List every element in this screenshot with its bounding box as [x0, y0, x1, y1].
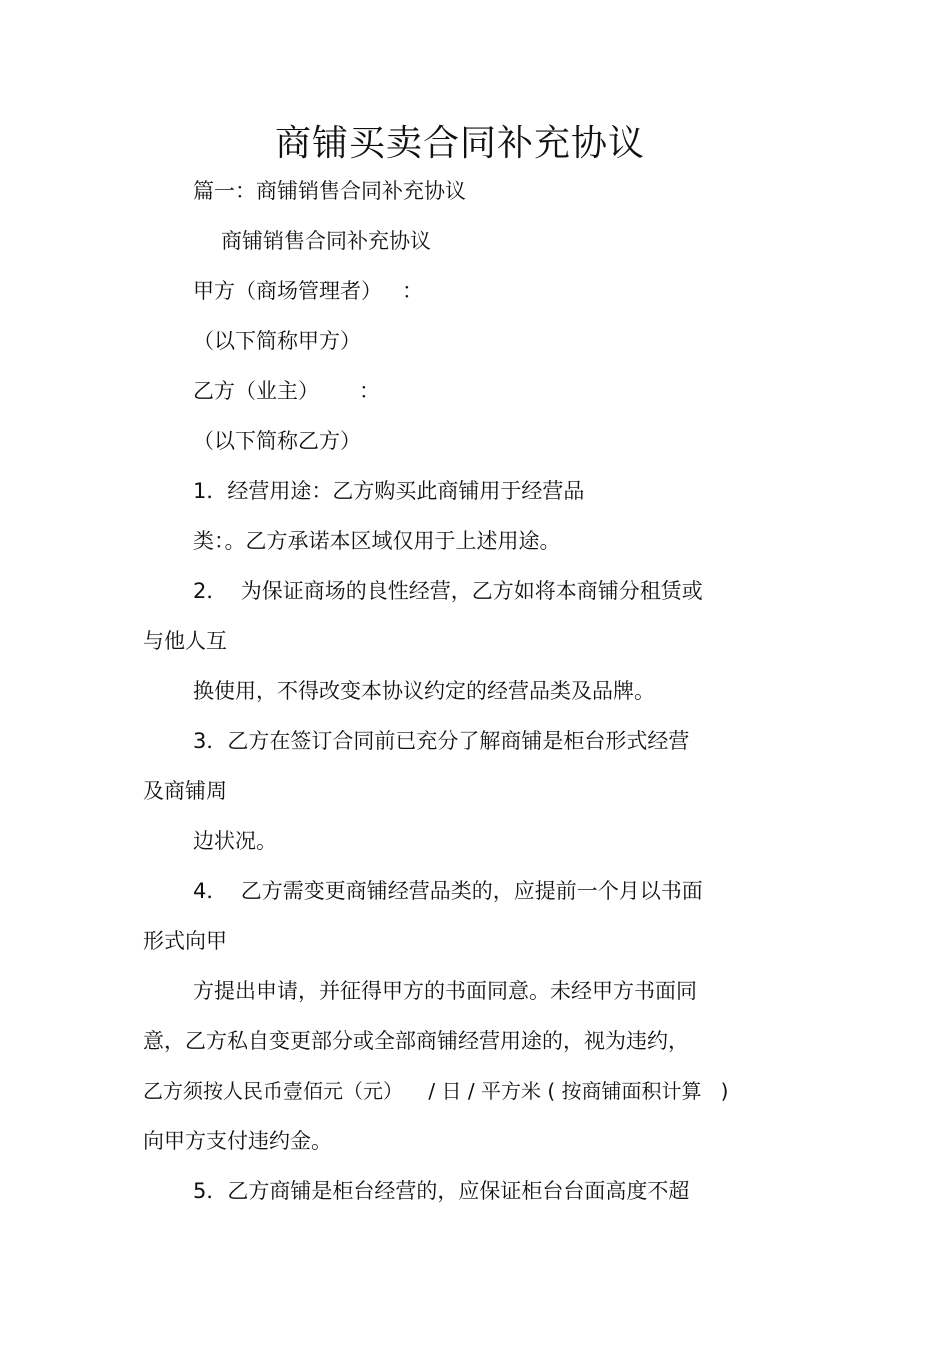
text-line: （以下简称乙方）	[193, 429, 361, 453]
text-line: 篇一：商铺销售合同补充协议	[193, 179, 466, 203]
text-line: 5．乙方商铺是柜台经营的，应保证柜台台面高度不超	[193, 1179, 690, 1203]
text-line: 3．乙方在签订合同前已充分了解商铺是柜台形式经营	[193, 729, 690, 753]
text-line: 边状况。	[193, 829, 277, 853]
text-line: 换使用，不得改变本协议约定的经营品类及品牌。	[193, 679, 655, 703]
text-line: 与他人互	[143, 629, 227, 653]
text-line: 形式向甲	[143, 929, 227, 953]
text-line: 意，乙方私自变更部分或全部商铺经营用途的，视为违约，	[143, 1029, 689, 1053]
text-line: 乙方（业主） ：	[193, 379, 381, 403]
text-line: 向甲方支付违约金。	[143, 1129, 332, 1153]
text-line: 方提出申请，并征得甲方的书面同意。未经甲方书面同	[193, 979, 697, 1003]
text-line: 类：。乙方承诺本区域仅用于上述用途。	[193, 529, 561, 553]
text-line: 乙方须按人民币壹佰元（元） / 日 / 平方米 ( 按商铺面积计算 )	[143, 1079, 729, 1103]
text-line: 4． 乙方需变更商铺经营品类的，应提前一个月以书面	[193, 879, 703, 903]
text-line: 甲方（商场管理者） ：	[193, 279, 424, 303]
text-line: 2． 为保证商场的良性经营，乙方如将本商铺分租赁或	[193, 579, 703, 603]
text-line: （以下简称甲方）	[193, 329, 361, 353]
document-title: 商铺买卖合同补充协议	[274, 123, 645, 164]
text-line: 商铺销售合同补充协议	[221, 229, 431, 253]
text-line: 1．经营用途：乙方购买此商铺用于经营品	[193, 479, 585, 503]
text-line: 及商铺周	[143, 779, 227, 803]
